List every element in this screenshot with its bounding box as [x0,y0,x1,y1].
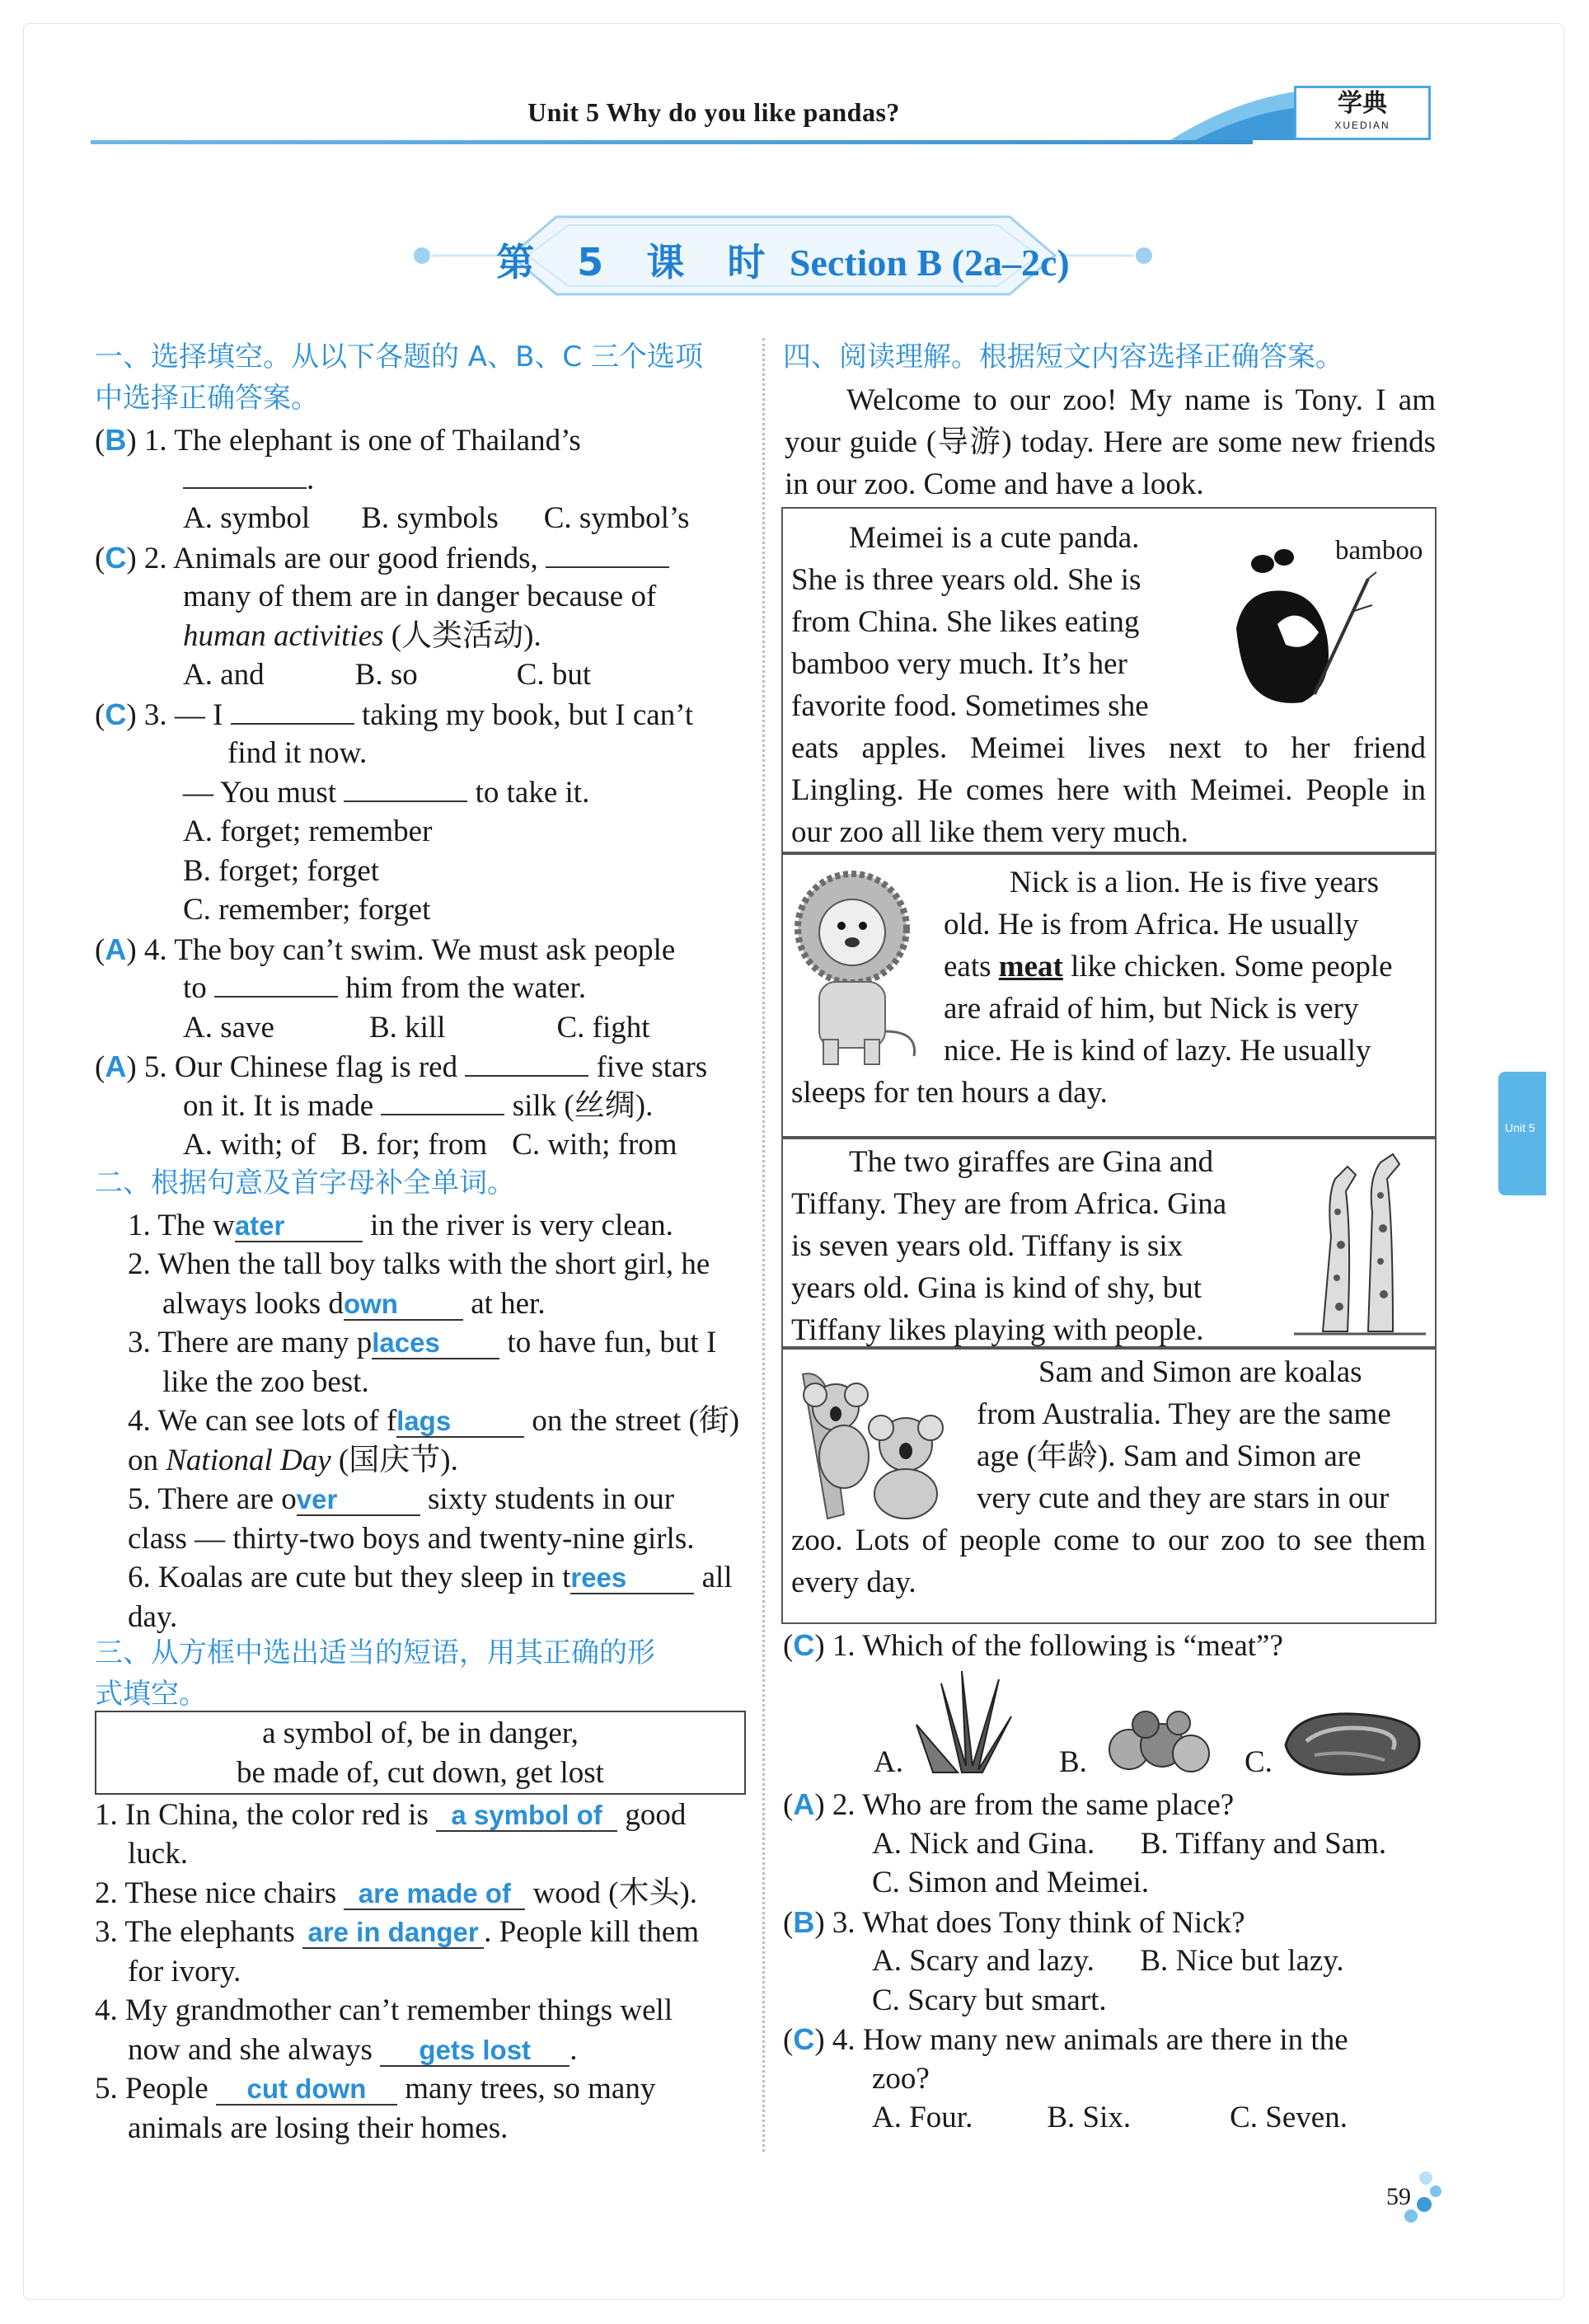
p1-q4-opt-c: C. fight [556,1011,650,1045]
p1-q3-opt-c: C. remember; forget [183,893,431,927]
p2-item-4-line2 [128,1441,458,1481]
p4-q2-text: 2. Who are from the same place? [832,1788,1235,1822]
section-label: Section B (2a–2c) [789,242,1070,284]
p3-item-5-post: many trees, so many [405,2072,656,2106]
p2-item-4-pre: 4. We can see lots of f [128,1404,397,1438]
xuedian-logo [1294,86,1431,140]
logo-english: XUEDIAN [1334,120,1390,131]
p1-answer-5: A [105,1049,127,1083]
p3-item-4-pre: now and she always [128,2033,373,2067]
panda-line-4: bamboo very much. It’s her [791,647,1127,681]
p4-answer-2: A [793,1787,815,1821]
p1-q4-text-a: to [183,971,207,1005]
lion-line-3-rest: like chicken. Some people [1071,950,1393,984]
p4-q1-opt-c: C. [1244,1745,1273,1779]
p1-q5-text-a: 5. Our Chinese flag is red [143,1050,458,1084]
koala-text [791,1351,1426,1603]
phrase-box-line1: a symbol of, be in danger, [262,1716,579,1750]
p4-question-1: (C) 1. Which of the following is “meat”? [783,1628,1283,1663]
lion-text [791,862,1426,1114]
lion-eats: eats [944,950,991,984]
p2-item-5-pre: 5. There are o [128,1482,297,1516]
unit-title: Unit 5 Why do you like pandas? [527,97,900,127]
p3-item-4-post: . [570,2033,578,2067]
p1-q5-opt-a: A. with; of [183,1128,316,1162]
giraffe-box [781,1138,1437,1348]
p1-q5-options [183,1125,677,1165]
logo-chinese: 学典 [1338,89,1387,118]
part3-heading-line2: 式填空。 [95,1678,207,1711]
p4-answer-4: C [793,2022,815,2056]
p1-question-4: (A) 4. The boy can’t swim. We must ask people [95,932,676,967]
p1-q4-opt-a: A. save [183,1011,274,1045]
p4-q2-options-line1: A. Nick and Gina. B. Tiffany and Sam. [872,1827,1387,1861]
p1-q1-blank: . [183,460,314,500]
p2-item-4 [128,1401,739,1441]
p2-item-1 [128,1206,673,1246]
p3-item-3-post: . People kill them [484,1915,700,1949]
p1-q3-opt-b: B. forget; forget [183,854,380,888]
p1-q1-options [183,499,690,538]
phrase-box [95,1711,746,1795]
p3-item-1-fill: a symbol of [451,1800,602,1830]
p1-q3-line2: find it now. [227,736,368,770]
p4-q4-line2: zoo? [872,2062,930,2096]
p3-item-1-pre: 1. In China, the color red is [95,1798,429,1832]
panda-text-top [791,517,1220,727]
lesson-title [486,232,1080,287]
p2-item-2-fill: own [343,1289,398,1319]
giraffe-text [791,1141,1261,1351]
p1-q5-text-b: five stars [596,1050,708,1084]
p1-q3-text-b: taking my book, but I can’t [361,698,694,732]
p4-q3-text: 3. What does Tony think of Nick? [832,1906,1245,1940]
p2-item-2-line2 [162,1284,546,1324]
p2-item-3-pre: 3. There are many p [128,1326,373,1359]
lion-line-3 [791,946,1426,988]
p3-item-3-line2: for ivory. [128,1955,241,1988]
p1-q2-options [183,655,591,695]
p1-q5-opt-b: B. for; from [340,1128,488,1162]
p3-item-1 [95,1796,686,1835]
lion-line-2: old. He is from Africa. He usually [944,908,1359,941]
giraffe-line-1: The two giraffes are Gina and [849,1145,1214,1179]
p1-q3-text-d: to take it. [475,776,590,810]
p1-q2-line2: many of them are in danger because of [183,580,657,613]
p3-item-1-post: good [625,1798,687,1832]
lion-line-6: sleeps for ten hours a day. [791,1076,1108,1110]
p1-q2-text: 2. Animals are our good friends, [143,542,538,575]
koala-line-1: Sam and Simon are koalas [1038,1355,1362,1389]
p1-q2-italic: human activities [183,619,384,653]
part3-heading [95,1632,655,1715]
p1-answer-1: B [105,423,127,457]
p2-item-3-line2: like the zoo best. [162,1365,369,1399]
panda-box [781,507,1437,853]
p3-item-2-fill: are made of [358,1878,512,1908]
p1-q1-text: 1. The elephant is one of Thailand’s [143,424,581,458]
lion-line-4: are afraid of him, but Nick is very [944,992,1359,1026]
koala-box [781,1348,1437,1624]
lion-box [781,853,1437,1138]
koala-line-3: age (年龄). Sam and Simon are [977,1439,1362,1473]
part1-heading-line2: 中选择正确答案。 [95,382,319,415]
giraffes-icon [1290,1146,1430,1340]
p1-q3-text-a: 3. — I [143,698,223,732]
column-divider [762,338,765,2152]
p4-q3-options-line2: C. Scary but smart. [872,1984,1107,2017]
lesson-number: 第 5 课 时 [496,240,780,284]
p2-item-1-post: in the river is very clean. [370,1209,673,1242]
p2-item-6-pre: 6. Koalas are cute but they sleep in t [128,1561,571,1594]
p1-q5-line2 [183,1087,653,1126]
giraffe-line-3: is seven years old. Tiffany is six [791,1229,1184,1263]
p3-item-2-pre: 2. These nice chairs [95,1876,337,1910]
p2-item-2-line1: 2. When the tall boy talks with the short girl, he [128,1247,710,1281]
p2-item-3-fill: laces [372,1327,440,1358]
p2-item-6-fill: rees [570,1562,627,1593]
p4-q3-options-line1: A. Scary and lazy. B. Nice but lazy. [872,1944,1344,1978]
p1-q5-text-d: silk (丝绸). [512,1089,654,1123]
p2-item-2-pre: always looks d [162,1287,344,1321]
p4-answer-1: C [793,1628,815,1662]
p3-item-3-fill: are in danger [307,1917,479,1947]
page-number: 59 [1386,2183,1411,2210]
p1-q3-opt-a: A. forget; remember [183,815,433,848]
giraffe-line-4: years old. Gina is kind of shy, but [791,1271,1202,1305]
p3-item-5 [95,2069,655,2109]
p4-q1-text: 1. Which of the following is “meat”? [832,1629,1283,1663]
p3-item-5-pre: 5. People [95,2072,209,2106]
koala-line-2: from Australia. They are the same [977,1397,1391,1431]
phrase-box-line2: be made of, cut down, get lost [237,1756,604,1790]
p2-item-6 [128,1558,733,1598]
p4-question-2: (A) 2. Who are from the same place? [783,1787,1235,1822]
p1-q4-line2 [183,969,586,1008]
giraffe-line-2: Tiffany. They are from Africa. Gina [791,1187,1227,1221]
p4-q1-options [874,1667,1442,1791]
koala-line-4: very cute and they are stars in our [977,1481,1390,1515]
p3-item-4-fill: gets lost [419,2035,532,2065]
p1-q3-text-c: — You must [183,776,337,810]
p1-q2-opt-c: C. but [516,658,592,692]
p2-item-4-rest: (国庆节). [338,1444,458,1477]
p2-item-5-line2: class — thirty-two boys and twenty-nine girls. [128,1522,695,1556]
p3-item-2-post: wood (木头). [532,1876,698,1910]
p2-item-5-fill: ver [296,1484,338,1514]
p1-q1-opt-b: B. symbols [361,501,499,535]
p2-item-4-fill: lags [396,1406,452,1436]
p2-item-3-post: to have fun, but I [507,1326,717,1359]
p2-item-3 [128,1323,716,1363]
unit-side-tab-label: Unit 5 [1505,1121,1535,1134]
p3-item-5-fill: cut down [246,2073,367,2104]
p4-q1-opt-b: B. [1059,1745,1087,1779]
lion-line-5: nice. He is kind of lazy. He usually [944,1034,1371,1068]
p2-item-1-fill: ater [234,1210,285,1241]
p4-q4-opt-c: C. Seven. [1230,2101,1348,2134]
p3-item-4-line2 [128,2031,577,2070]
p3-item-1-line2: luck. [128,1837,188,1871]
p2-item-5-post: sixty students in our [428,1482,675,1516]
p4-answer-3: B [793,1905,815,1939]
reading-intro: Welcome to our zoo! My name is Tony. I am your guide (导游) today. Here are some new friends in our zoo. Come and have a look. [785,383,1436,501]
p1-question-3: (C) 3. — I taking my book, but I can’t [95,697,694,732]
p4-q4-options [872,2098,1348,2138]
p4-q1-opt-a: A. [874,1745,903,1779]
koala-text-rest: zoo. Lots of people come to our zoo to see them every day. [791,1524,1426,1599]
p1-answer-4: A [105,932,127,966]
p2-item-5 [128,1480,674,1519]
part1-heading [95,336,703,419]
p3-item-4-line1: 4. My grandmother can’t remember things well [95,1993,673,2027]
p1-q2-opt-b: B. so [354,658,418,692]
p1-q1-opt-c: C. symbol’s [543,501,690,535]
p3-item-3-pre: 3. The elephants [95,1915,295,1949]
p2-item-1-pre: 1. The w [128,1209,235,1242]
p2-item-4-post: on the street (街) [532,1404,740,1438]
steak-icon [1277,1704,1426,1782]
p4-q2-options-line2: C. Simon and Meimei. [872,1866,1150,1899]
p4-q4-opt-b: B. Six. [1047,2101,1132,2134]
header-rule [91,140,1253,144]
logo-swoosh-icon [1170,91,1302,140]
p1-question-1: (B) 1. The elephant is one of Thailand’s [95,423,581,458]
part1-heading-line1: 一、选择填空。从以下各题的 A、B、C 三个选项 [95,340,703,373]
p1-q3-line3 [183,773,589,813]
p1-q2-line3 [183,617,541,656]
panda-line-5: favorite food. Sometimes she [791,689,1149,723]
p1-answer-3: C [105,697,127,731]
p4-question-3: (B) 3. What does Tony think of Nick? [783,1905,1245,1940]
part4-heading: 四、阅读理解。根据短文内容选择正确答案。 [783,340,1343,373]
p2-item-4-on: on [128,1444,158,1477]
p3-item-3 [95,1913,699,1952]
giraffe-line-5: Tiffany likes playing with people. [791,1313,1204,1347]
p1-q5-text-c: on it. It is made [183,1089,374,1123]
p1-q2-rest: (人类活动). [391,619,541,653]
panda-text-rest: eats apples. Meimei lives next to her friend Lingling. He comes here with Meimei. People in our zoo all like them very much. [791,731,1426,849]
p4-q4-text: 4. How many new animals are there in the [832,2023,1348,2057]
p1-q4-text: 4. The boy can’t swim. We must ask people [143,933,676,967]
part3-heading-line1: 三、从方框中选出适当的短语，用其正确的形 [95,1636,655,1669]
p2-item-4-italic: National Day [166,1444,331,1477]
panda-line-2: She is three years old. She is [791,563,1141,597]
p3-item-2 [95,1874,697,1913]
p1-q1-opt-a: A. symbol [183,501,311,535]
p4-question-4: (C) 4. How many new animals are there in the [783,2022,1348,2057]
p1-question-2: (C) 2. Animals are our good friends, [95,538,669,579]
p1-q5-opt-c: C. with; from [512,1128,677,1162]
fruit-pile-icon [1096,1700,1220,1782]
lion-meat-word: meat [998,950,1063,984]
p1-q4-opt-b: B. kill [368,1011,446,1045]
p2-item-2-post: at her. [471,1287,546,1321]
panda-line-3: from China. She likes eating [791,605,1140,639]
p1-question-5: (A) 5. Our Chinese flag is red five stars [95,1049,708,1084]
p4-q4-opt-a: A. Four. [872,2101,973,2134]
grass-plant-icon [908,1667,1015,1774]
p3-item-5-line2: animals are losing their homes. [128,2111,509,2145]
p2-item-6-post: all [701,1561,733,1594]
p1-q4-text-b: him from the water. [345,971,587,1005]
bamboo-label: bamboo [1335,536,1423,566]
panda-line-1: Meimei is a cute panda. [849,521,1140,555]
p1-q2-opt-a: A. and [183,658,265,692]
p1-q4-options [183,1008,650,1048]
p2-item-6-line2: day. [128,1600,178,1634]
part2-heading: 二、根据句意及首字母补全单词。 [95,1167,515,1200]
p1-answer-2: C [105,541,127,575]
lion-line-1: Nick is a lion. He is five years [1010,866,1379,899]
